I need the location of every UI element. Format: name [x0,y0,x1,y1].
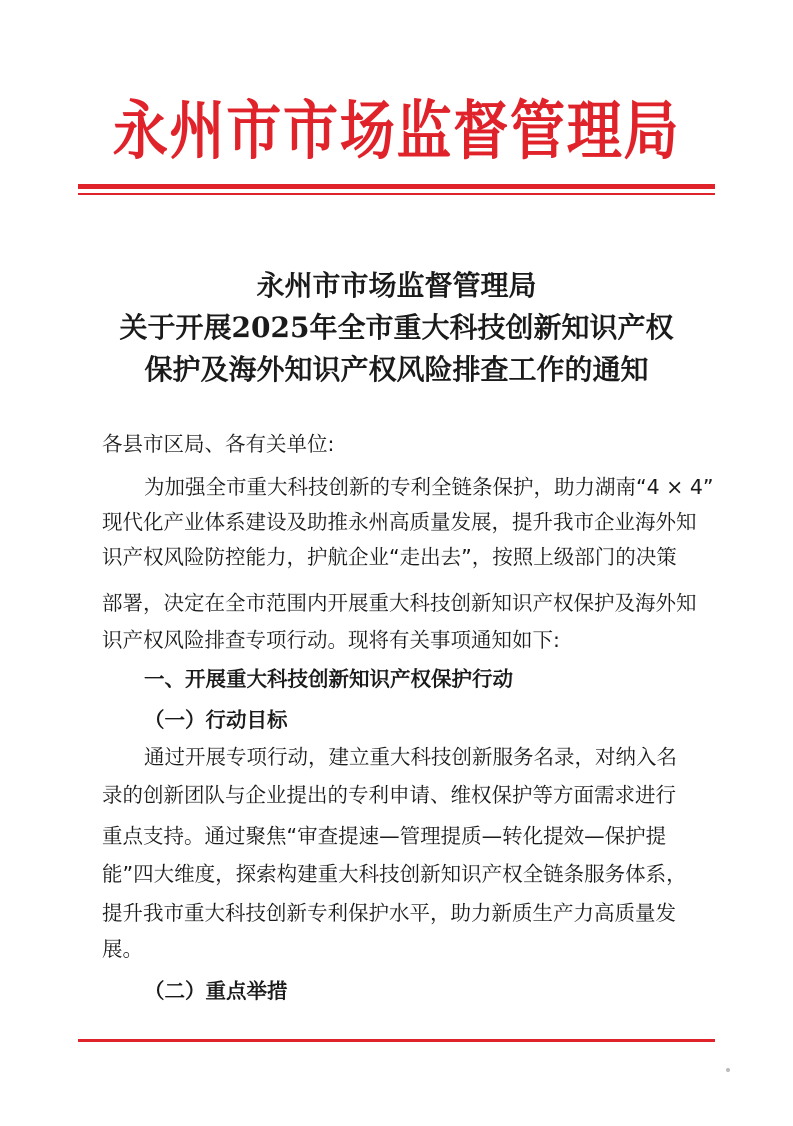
header-divider-thin [78,193,715,195]
page-dot [726,1068,730,1072]
body-line: 展。 [102,937,143,961]
body-line: 重点支持。通过聚焦“审查提速—管理提质—转化提效—保护提 [102,824,667,848]
org-header-title: 永州市市场监督管理局 [112,95,681,169]
intro-line: 部署，决定在全市范围内开展重大科技创新知识产权保护及海外知 [102,591,697,615]
body-line: 提升我市重大科技创新专利保护水平，助力新质生产力高质量发 [102,901,676,925]
subsection-heading: （一）行动目标 [144,708,288,732]
intro-line: 为加强全市重大科技创新的专利全链条保护，助力湖南“4 × 4” [144,475,714,499]
header-divider-thick [78,184,715,189]
salutation: 各县市区局、各有关单位: [102,432,335,456]
body-line: 通过开展专项行动，建立重大科技创新服务名录，对纳入名 [144,745,677,769]
intro-line: 识产权风险防控能力，护航企业“走出去”，按照上级部门的决策 [102,545,677,569]
subsection-heading: （二）重点举措 [144,979,288,1003]
intro-line: 识产权风险排查专项行动。现将有关事项通知如下: [102,628,560,652]
body-line: 能”四大维度，探索构建重大科技创新知识产权全链条服务体系， [102,862,687,886]
footer-divider [78,1039,715,1042]
body-line: 录的创新团队与企业提出的专利申请、维权保护等方面需求进行 [102,783,676,807]
intro-line: 现代化产业体系建设及助推永州高质量发展，提升我市企业海外知 [102,510,697,534]
section-heading: 一、开展重大科技创新知识产权保护行动 [144,667,513,691]
document-title-line-3: 保护及海外知识产权风险排查工作的通知 [144,353,649,386]
document-title-line-1: 永州市市场监督管理局 [256,269,537,302]
document-title-line-2: 关于开展2025年全市重大科技创新知识产权 [119,311,674,344]
